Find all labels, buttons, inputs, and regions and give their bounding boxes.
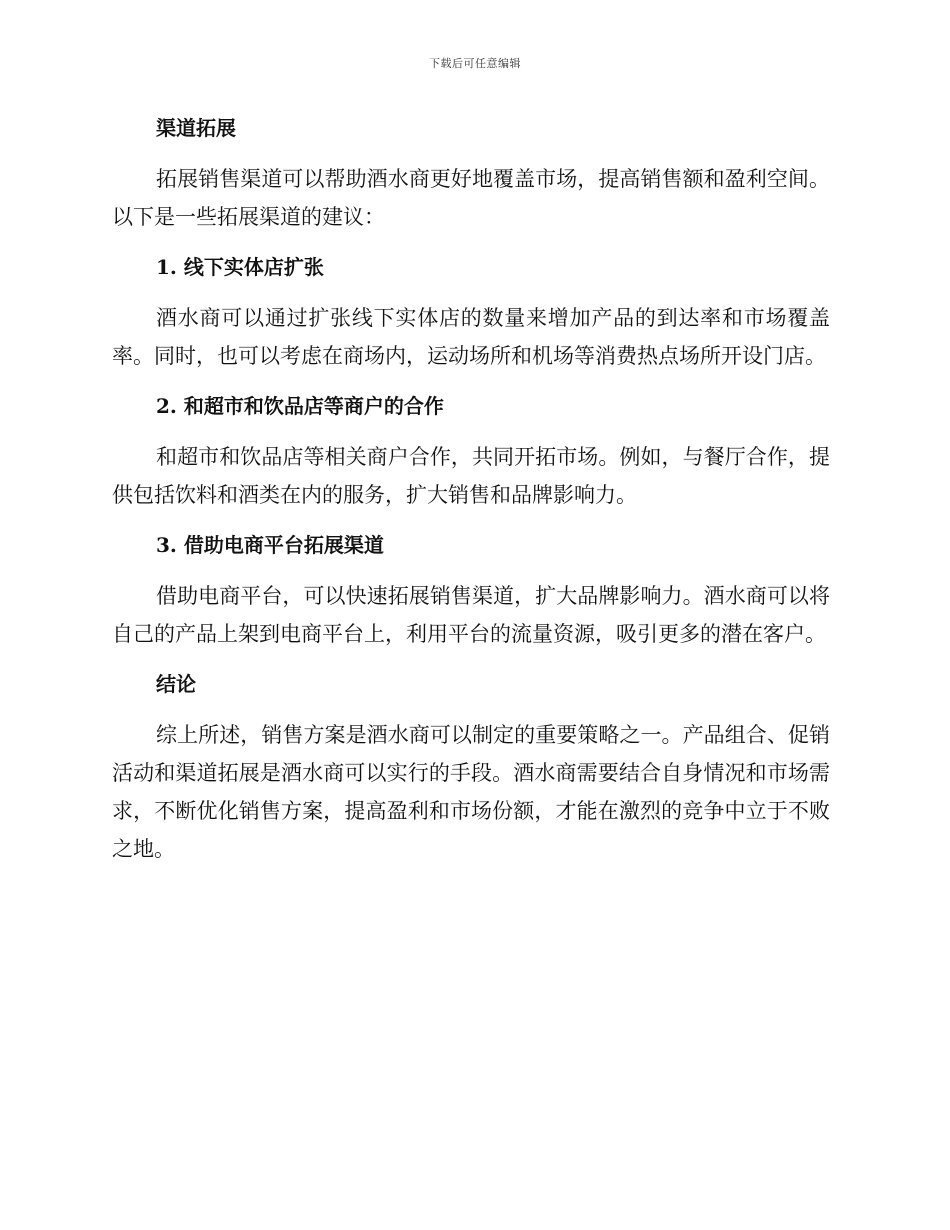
section-paragraph-merchant-cooperation: 和超市和饮品店等相关商户合作，共同开拓市场。例如，与餐厅合作，提供包括饮料和酒类在内的服务，扩大销售和品牌影响力。 <box>112 445 830 507</box>
section-heading-ecommerce: 3. 借助电商平台拓展渠道 <box>156 533 384 557</box>
document-body <box>112 110 830 868</box>
section-heading-channel-expansion: 渠道拓展 <box>156 116 236 140</box>
section-paragraph-conclusion: 综上所述，销售方案是酒水商可以制定的重要策略之一。产品组合、促销活动和渠道拓展是酒水商可以实行的手段。酒水商需要结合自身情况和市场需求，不断优化销售方案，提高盈利和市场份额，才能在激烈的竞争中立于不败之地。 <box>112 723 830 861</box>
section-heading-conclusion: 结论 <box>156 672 196 696</box>
header-note: 下载后可任意编辑 <box>429 57 521 70</box>
section-heading-merchant-cooperation: 2. 和超市和饮品店等商户的合作 <box>156 394 444 418</box>
section-paragraph-ecommerce: 借助电商平台，可以快速拓展销售渠道，扩大品牌影响力。酒水商可以将自己的产品上架到电商平台上，利用平台的流量资源，吸引更多的潜在客户。 <box>112 584 830 646</box>
section-paragraph-offline-stores: 酒水商可以通过扩张线下实体店的数量来增加产品的到达率和市场覆盖率。同时，也可以考虑在商场内，运动场所和机场等消费热点场所开设门店。 <box>112 306 830 368</box>
section-paragraph-channel-expansion: 拓展销售渠道可以帮助酒水商更好地覆盖市场，提高销售额和盈利空间。以下是一些拓展渠道的建议： <box>112 167 830 229</box>
section-heading-offline-stores: 1. 线下实体店扩张 <box>156 255 324 279</box>
